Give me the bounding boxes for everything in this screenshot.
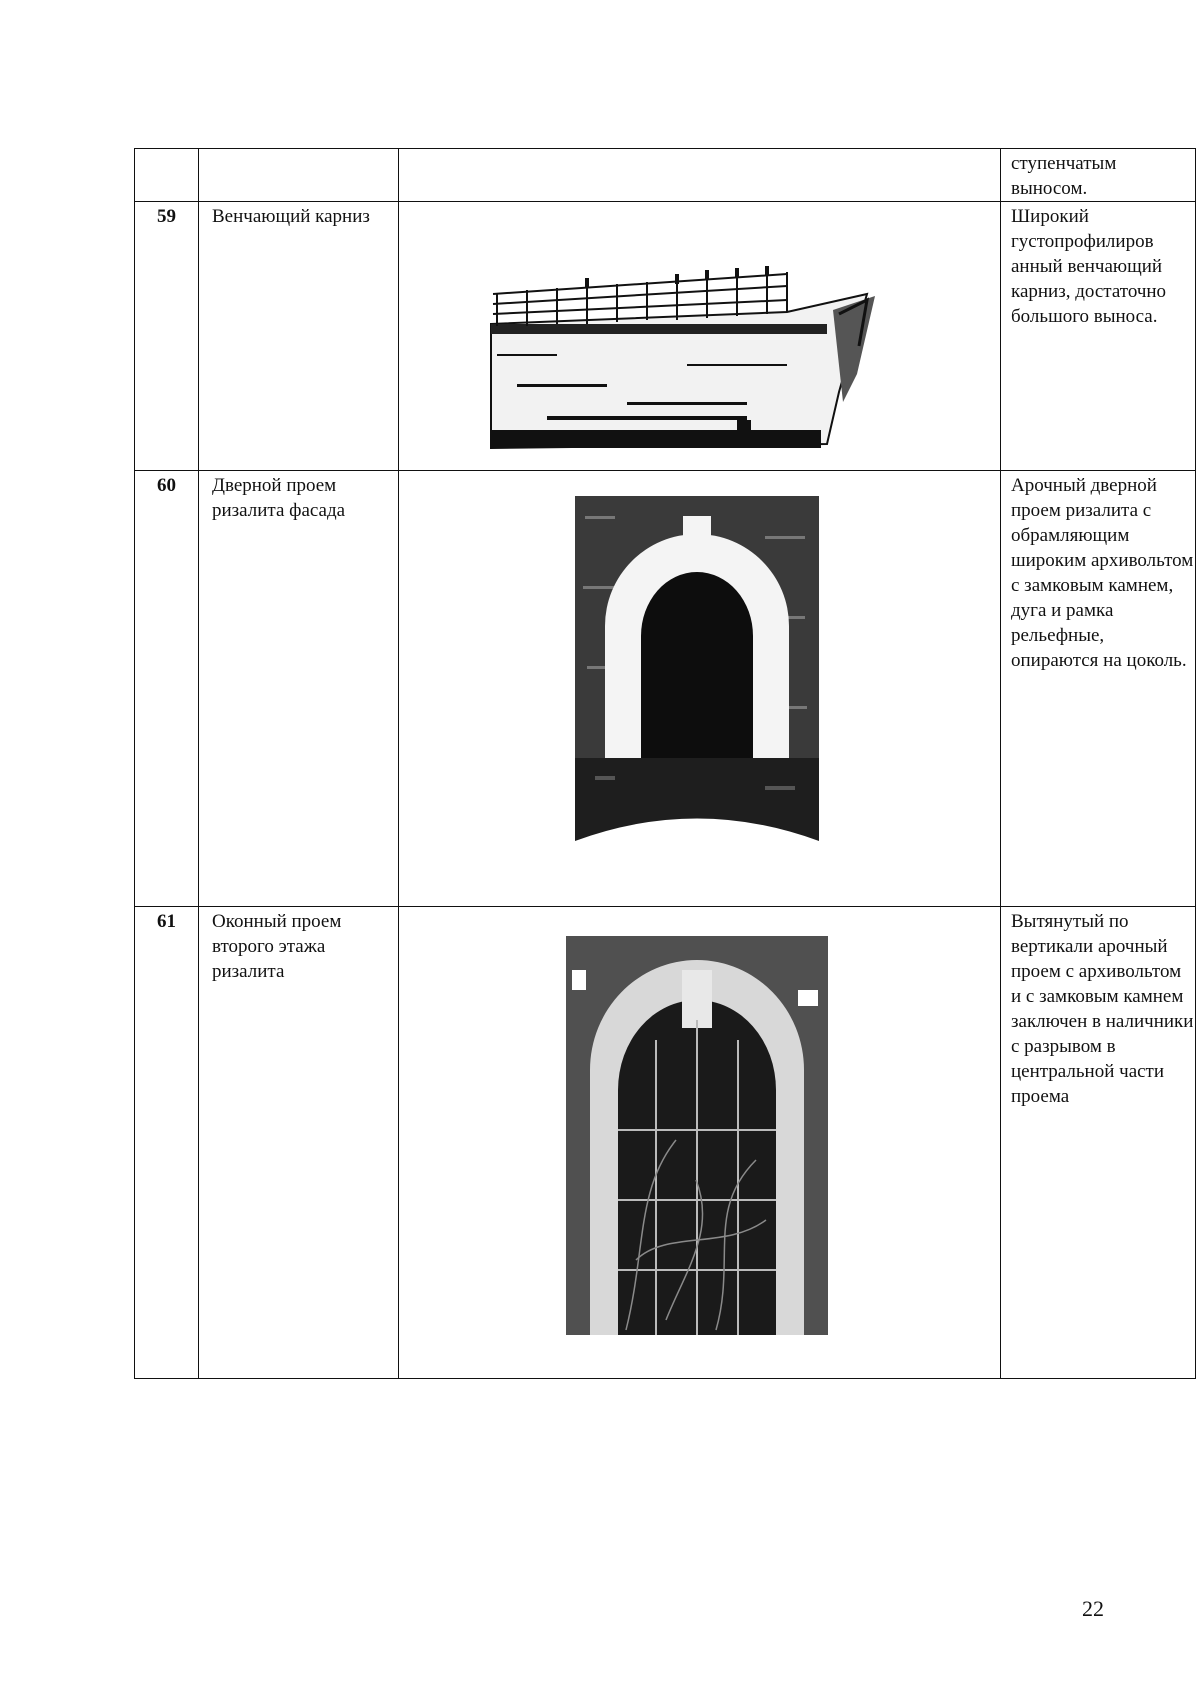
table-row — [135, 471, 1196, 907]
table-row-continuation — [135, 149, 1196, 202]
cornice-photo-icon — [487, 234, 917, 454]
row-number: 60 — [135, 471, 199, 907]
image-cell — [399, 907, 1001, 1379]
element-description: Широкий густопрофилиров анный венчающий карниз, достаточно большого выноса. — [1001, 202, 1196, 471]
image-cell — [399, 202, 1001, 471]
table-row — [135, 202, 1196, 471]
row-number: 59 — [135, 202, 199, 471]
continuation-description: ступенчатым выносом. — [1001, 149, 1196, 202]
arched-door-photo-icon — [575, 496, 819, 841]
element-name: Венчающий карниз — [199, 202, 399, 471]
element-name: Дверной проем ризалита фасада — [199, 471, 399, 907]
row-number: 61 — [135, 907, 199, 1379]
element-name: Оконный проем второго этажа ризалита — [199, 907, 399, 1379]
page-number: 22 — [1082, 1596, 1104, 1621]
elements-table — [134, 148, 1196, 1379]
image-cell — [399, 471, 1001, 907]
table-row — [135, 907, 1196, 1379]
arched-window-photo-icon — [566, 930, 828, 1352]
element-description: Вытянутый по вертикали арочный проем с архивольтом и с замковым камнем заключен в наличники с разрывом в центральной части проема — [1001, 907, 1196, 1379]
element-description: Арочный дверной проем ризалита с обрамляющим широким архивольтом с замковым камнем, дуга и рамка рельефные, опираются на цоколь. — [1001, 471, 1196, 907]
